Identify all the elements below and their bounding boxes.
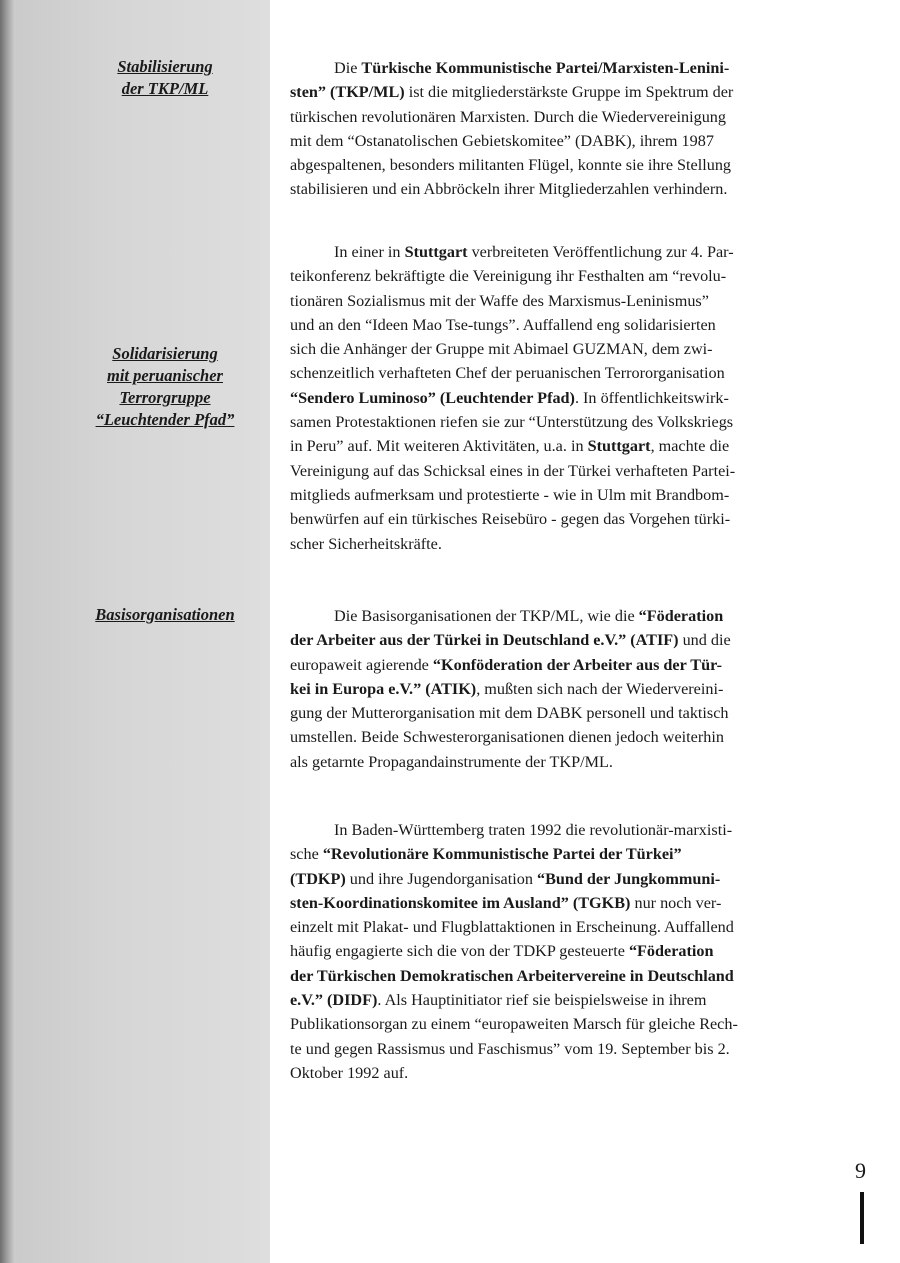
text-segment: verbreiteten Veröffentlichung zur 4. Par- [467, 243, 734, 261]
text-segment: schenzeitlich verhafteten Chef der peruanischen Terrororganisation [290, 364, 725, 383]
margin-note-stabilisierung [60, 56, 270, 100]
text-segment: teikonferenz bekräftigte die Vereinigung ihr Festhalten am “revolu- [290, 267, 727, 286]
text-segment: sche [290, 845, 323, 864]
text-segment: , mußten sich nach der Wiedervereini- [476, 679, 724, 698]
text-segment: Oktober 1992 auf. [290, 1063, 409, 1082]
text-segment: Die Basisorganisationen der TKP/ML, wie die [334, 607, 639, 625]
text-segment: nur noch ver- [630, 893, 722, 912]
bold-segment: “Föderation [628, 942, 714, 961]
bold-segment: “Konföderation der Arbeiter aus der Tür- [432, 655, 723, 674]
text-segment: umstellen. Beide Schwesterorganisationen dienen jedoch weiterhin [290, 728, 724, 747]
text-line [290, 361, 820, 385]
bold-segment: Türkische Kommunistische Partei/Marxisten-Lenini- [361, 59, 730, 77]
margin-note-line: Stabilisierung [117, 57, 213, 76]
paragraph-solidarisierung [290, 240, 820, 556]
text-segment: gung der Mutterorganisation mit dem DABK personell und taktisch [290, 704, 729, 723]
paragraph-tdkp [290, 818, 820, 1085]
text-line [290, 459, 820, 483]
text-segment: , machte die [650, 437, 730, 456]
margin-note-line: “Leuchtender Pfad” [95, 410, 235, 429]
text-segment: scher Sicherheitskräfte. [290, 534, 442, 553]
text-line [290, 313, 820, 337]
text-segment: samen Protestaktionen riefen sie zur “Unterstützung des Volkskriegs [290, 413, 734, 432]
text-line [290, 750, 820, 774]
text-line [290, 604, 820, 628]
text-segment: und ihre Jugendorganisation [345, 869, 537, 888]
text-segment: mitglieds aufmerksam und protestierte - wie in Ulm mit Brandbom- [290, 485, 730, 504]
margin-note-line: Basisorganisationen [95, 605, 235, 624]
margin-note-basisorganisationen [60, 604, 270, 626]
bold-segment: sten” (TKP/ML) [290, 83, 405, 102]
bold-segment: Stuttgart [404, 243, 468, 261]
text-line [290, 628, 820, 652]
text-segment: sich die Anhänger der Gruppe mit Abimael GUZMAN, dem zwi- [290, 340, 713, 359]
text-line [290, 532, 820, 556]
text-line [290, 105, 820, 129]
text-line [290, 1037, 820, 1061]
text-segment: abgespaltenen, besonders militanten Flügel, konnte sie ihre Stellung [290, 156, 732, 175]
text-line [290, 337, 820, 361]
bold-segment: kei in Europa e.V.” (ATIK) [290, 679, 477, 698]
bold-segment: “Revolutionäre Kommunistische Partei der Türkei” [322, 845, 682, 864]
text-line [290, 891, 820, 915]
text-line [290, 1061, 820, 1085]
text-line [290, 434, 820, 458]
text-segment: stabilisieren und ein Abbröckeln ihrer Mitgliederzahlen verhindern. [290, 180, 728, 199]
scan-edge-shadow [0, 0, 14, 1263]
text-segment: und an den “Ideen Mao Tse-tungs”. Auffallend eng solidarisierten [290, 315, 716, 334]
text-line [290, 483, 820, 507]
text-line [290, 153, 820, 177]
paragraph-stabilisierung [290, 56, 820, 202]
text-line [290, 56, 820, 80]
text-segment: benwürfen auf ein türkisches Reisebüro - gegen das Vorgehen türki- [290, 510, 731, 529]
text-line [290, 177, 820, 201]
text-segment: Publikationsorgan zu einem “europaweiten Marsch für gleiche Rech- [290, 1015, 738, 1034]
text-segment: und die [678, 631, 731, 650]
margin-note-line: Solidarisierung [112, 344, 218, 363]
bold-segment: “Föderation [638, 607, 724, 625]
text-segment: . In öffentlichkeitswirk- [574, 388, 729, 407]
text-segment: In Baden-Württemberg traten 1992 die revolutionär-marxisti- [334, 821, 733, 839]
text-line [290, 264, 820, 288]
text-segment: in Peru” auf. Mit weiteren Aktivitäten, u.a. in [290, 437, 588, 456]
text-line [290, 1012, 820, 1036]
text-line [290, 653, 820, 677]
text-line [290, 915, 820, 939]
text-line [290, 410, 820, 434]
text-line [290, 677, 820, 701]
text-segment: europaweit agierende [290, 655, 433, 674]
paragraph-basisorganisationen [290, 604, 820, 774]
margin-note-solidarisierung [60, 343, 270, 431]
bold-segment: “Bund der Jungkommuni- [536, 869, 721, 888]
bold-segment: “Sendero Luminoso” (Leuchtender Pfad) [290, 388, 575, 407]
bold-segment: (TDKP) [290, 869, 346, 888]
text-segment: als getarnte Propagandainstrumente der TKP/ML. [290, 752, 613, 771]
text-segment: einzelt mit Plakat- und Flugblattaktionen in Erscheinung. Auffallend [290, 918, 734, 937]
text-segment: türkischen revolutionären Marxisten. Durch die Wiedervereinigung [290, 107, 726, 126]
text-segment: In einer in [334, 243, 405, 261]
bold-segment: e.V.” (DIDF) [290, 991, 378, 1010]
margin-note-line: der TKP/ML [121, 79, 209, 98]
text-segment: Die [334, 59, 362, 77]
text-line [290, 701, 820, 725]
bold-segment: der Arbeiter aus der Türkei in Deutschland e.V.” (ATIF) [290, 631, 679, 650]
text-line [290, 386, 820, 410]
text-line [290, 818, 820, 842]
text-line [290, 964, 820, 988]
page-number: 9 [855, 1158, 866, 1183]
margin-note-line: mit peruanischer [107, 366, 223, 385]
text-segment: te und gegen Rassismus und Faschismus” vom 19. September bis 2. [290, 1039, 730, 1058]
text-line [290, 867, 820, 891]
text-line [290, 939, 820, 963]
text-line [290, 725, 820, 749]
edge-mark [860, 1192, 864, 1244]
text-segment: häufig engagierte sich die von der TDKP gesteuerte [290, 942, 629, 961]
text-segment: . Als Hauptinitiator rief sie beispielsweise in ihrem [377, 991, 707, 1010]
bold-segment: der Türkischen Demokratischen Arbeitervereine in Deutschland [290, 966, 734, 985]
text-segment: mit dem “Ostanatolischen Gebietskomitee” (DABK), ihrem 1987 [290, 131, 714, 150]
text-line [290, 80, 820, 104]
text-segment: ist die mitgliederstärkste Gruppe im Spektrum der [404, 83, 734, 102]
text-line [290, 129, 820, 153]
bold-segment: sten-Koordinationskomitee im Ausland” (TGKB) [290, 893, 631, 912]
margin-sidebar [0, 0, 270, 1263]
margin-note-line: Terrorgruppe [119, 388, 211, 407]
text-line [290, 240, 820, 264]
text-line [290, 507, 820, 531]
text-line [290, 988, 820, 1012]
text-line [290, 842, 820, 866]
text-line [290, 289, 820, 313]
text-segment: tionären Sozialismus mit der Waffe des Marxismus-Leninismus” [290, 291, 709, 310]
text-segment: Vereinigung auf das Schicksal eines in der Türkei verhafteten Partei- [290, 461, 736, 480]
bold-segment: Stuttgart [587, 437, 651, 456]
